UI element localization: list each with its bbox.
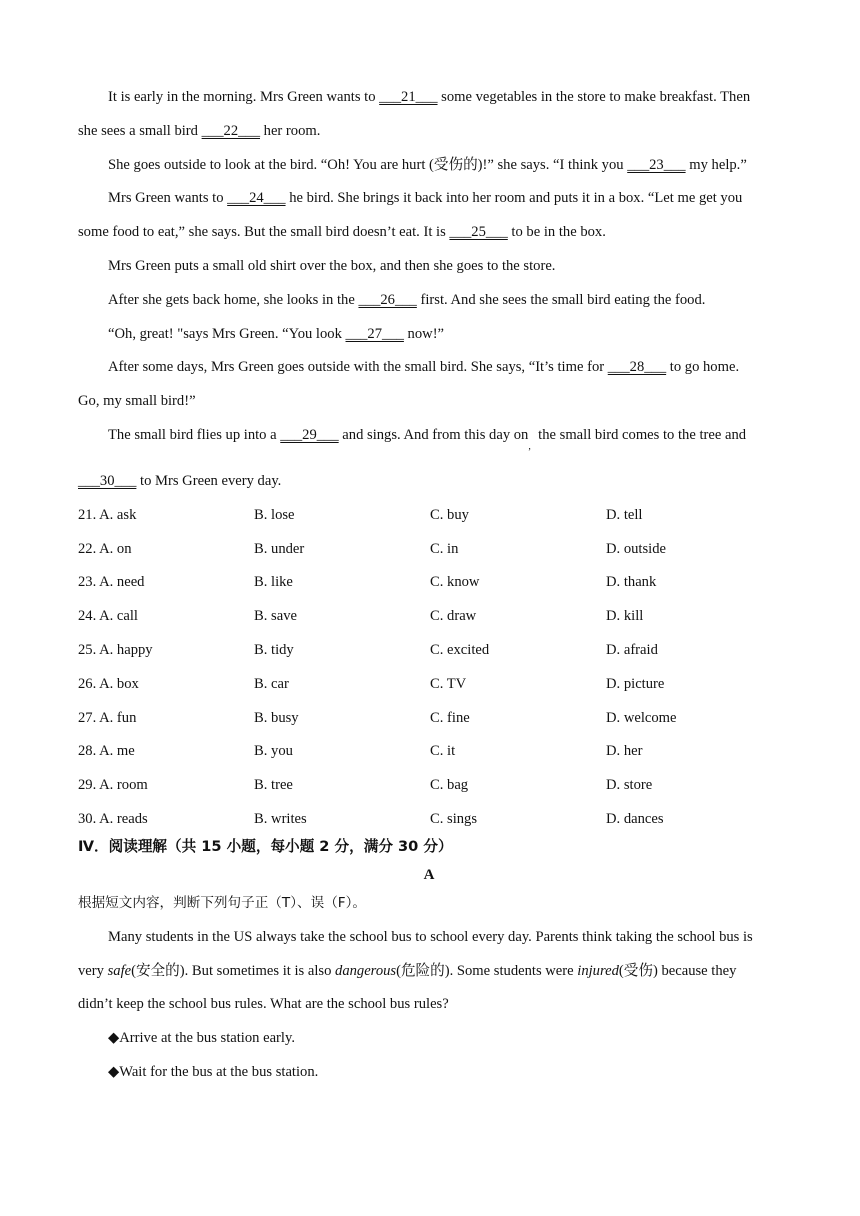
option-d[interactable]: D. thank [606,574,657,591]
passage-line: “Oh, great! "says Mrs Green. “You look ___27___ now!” [108,325,445,342]
option-b[interactable]: B. writes [254,810,307,827]
blank-28[interactable]: ___28___ [607,359,667,376]
option-row-23 [78,571,780,605]
option-d[interactable]: D. store [606,777,653,794]
passage-line: very safe(安全的). But sometimes it is also dangerous(危险的). Some students were injured(受伤) because they [78,962,737,979]
passage-line: After some days, Mrs Green goes outside with the small bird. She says, “It’s time for ___28___ to go home. [108,359,740,376]
option-c[interactable]: C. it [430,743,456,760]
keyword-safe: safe [107,962,132,979]
passage-label: A [423,866,435,883]
keyword-injured: injured [577,962,619,979]
passage-line: some food to eat,” she says. But the small bird doesn’t eat. It is ___25___ to be in the box. [78,224,606,241]
option-c[interactable]: C. bag [430,777,469,794]
passage-line: Go, my small bird!” [78,393,196,410]
option-a[interactable]: 21. A. ask [78,506,137,523]
passage-line: She goes outside to look at the bird. “Oh! You are hurt (受伤的)!” she says. “I think you ___23___ my help.” [108,156,747,173]
cloze-passage [78,86,780,504]
blank-24[interactable]: ___24___ [227,190,286,207]
passage-line: After she gets back home, she looks in the ___26___ first. And she sees the small bird eating the food. [108,291,706,308]
blank-22[interactable]: ___22___ [201,122,260,139]
option-b[interactable]: B. tidy [254,641,294,658]
option-a[interactable]: 26. A. box [78,675,139,692]
option-row-25 [78,639,780,673]
blank-27[interactable]: ___27___ [345,325,404,342]
option-a[interactable]: 22. A. on [78,540,132,557]
option-b[interactable]: B. lose [254,506,295,523]
blank-23[interactable]: ___23___ [627,156,686,173]
option-row-30 [78,808,780,836]
option-b[interactable]: B. car [254,675,289,692]
option-d[interactable]: D. tell [606,506,643,523]
option-a[interactable]: 24. A. call [78,608,138,625]
stray-comma: , [528,440,531,452]
option-a[interactable]: 25. A. happy [78,641,153,658]
rule-item: ◆Wait for the bus at the bus station. [108,1063,319,1080]
blank-26[interactable]: ___26___ [358,291,417,308]
blank-25[interactable]: ___25___ [449,224,508,241]
option-b[interactable]: B. tree [254,777,293,794]
option-d[interactable]: D. afraid [606,641,658,658]
option-row-24 [78,605,780,639]
option-row-28 [78,740,780,774]
option-d[interactable]: D. her [606,743,643,760]
option-a[interactable]: 30. A. reads [78,810,148,827]
keyword-dangerous: dangerous [335,962,397,979]
option-row-22 [78,538,780,572]
option-row-26 [78,673,780,707]
reading-section [78,836,780,1095]
instruction-text: 根据短文内容，判断下列句子正（T）、误（F）。 [78,894,366,911]
option-a[interactable]: 23. A. need [78,574,145,591]
option-row-27 [78,707,780,741]
option-b[interactable]: B. you [254,743,293,760]
option-c[interactable]: C. in [430,540,459,557]
blank-21[interactable]: ___21___ [379,89,438,105]
option-c[interactable]: C. TV [430,675,467,692]
option-c[interactable]: C. sings [430,810,478,827]
passage-line: she sees a small bird ___22___ her room. [78,122,321,139]
section-title: Ⅳ．阅读理解（共 15 小题，每小题 2 分，满分 30 分） [78,837,453,855]
option-c[interactable]: C. draw [430,608,477,625]
passage-line: The small bird flies up into a ___29___ and sings. And from this day $on_,$ the small bird comes to the tree and [108,426,747,452]
passage-line: ___30___ to Mrs Green every day. [78,472,282,489]
option-d[interactable]: D. welcome [606,709,677,726]
rule-item: ◆Arrive at the bus station early. [108,1030,295,1047]
option-row-21 [78,504,780,538]
option-a[interactable]: 27. A. fun [78,709,137,726]
option-b[interactable]: B. save [254,608,297,625]
option-c[interactable]: C. excited [430,641,490,658]
option-d[interactable]: D. outside [606,540,666,557]
option-d[interactable]: D. dances [606,810,664,827]
option-d[interactable]: D. picture [606,675,665,692]
option-c[interactable]: C. buy [430,506,469,523]
option-b[interactable]: B. like [254,574,293,591]
exam-page [78,86,780,1095]
option-a[interactable]: 29. A. room [78,777,148,794]
passage-line: It is early in the morning. Mrs Green wants to ___21___ some vegetables in the store to make breakfast. Then [108,89,751,105]
passage-line: Mrs Green wants to ___24___ he bird. She brings it back into her room and puts it in a box. “Let me get you [108,190,743,207]
passage-line: didn’t keep the school bus rules. What are the school bus rules? [78,996,449,1013]
option-c[interactable]: C. fine [430,709,470,726]
option-c[interactable]: C. know [430,574,480,591]
options-list [78,504,780,836]
option-a[interactable]: 28. A. me [78,743,135,760]
option-b[interactable]: B. under [254,540,305,557]
passage-line: Many students in the US always take the school bus to school every day. Parents think taking the school bus is [108,928,753,945]
option-b[interactable]: B. busy [254,709,299,726]
passage-line: Mrs Green puts a small old shirt over the box, and then she goes to the store. [108,257,556,274]
option-d[interactable]: D. kill [606,608,644,625]
blank-30[interactable]: ___30___ [78,472,137,489]
option-row-29 [78,774,780,808]
blank-29[interactable]: ___29___ [280,426,339,443]
